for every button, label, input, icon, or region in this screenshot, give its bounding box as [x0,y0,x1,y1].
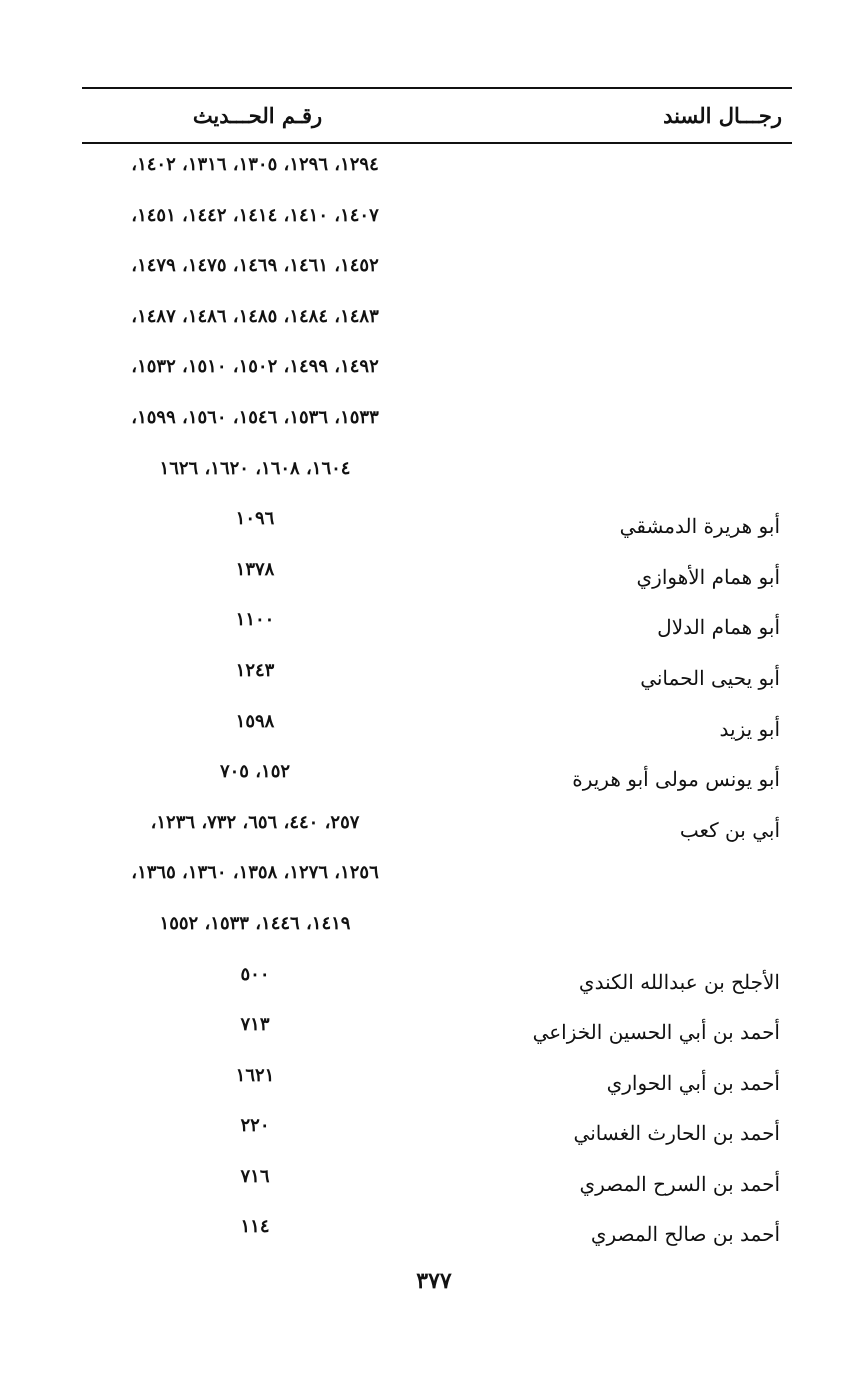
index-entry-line [0,297,868,348]
index-entry-line [0,499,868,550]
narrator-index-list [0,145,868,1258]
hadith-numbers: ١٦٢١ [235,1064,275,1086]
hadith-numbers: ٧١٦ [240,1165,270,1187]
hadith-numbers: ١٥٩٨ [235,710,275,732]
hadith-numbers: ١٢٥٦، ١٢٧٦، ١٣٥٨، ١٣٦٠، ١٣٦٥، [131,862,379,884]
narrator-name: أحمد بن أبي الحواري [606,1070,780,1095]
hadith-numbers: ١١٤ [240,1216,270,1238]
index-entry-line [0,600,868,651]
hadith-numbers: ١٣٧٨ [235,558,275,580]
index-entry [0,1157,868,1208]
index-entry-line [0,246,868,297]
index-entry [0,752,868,803]
index-entry [0,1207,868,1258]
index-entry-line [0,1106,868,1157]
index-entry-line [0,702,868,753]
narrator-name: أحمد بن صالح المصري [590,1222,780,1247]
narrator-name: أبو يحيى الحماني [640,665,780,690]
hadith-numbers: ١٢٤٣ [235,659,275,681]
index-entry [0,600,868,651]
index-entry-line [0,904,868,955]
index-entry-line [0,196,868,247]
hadith-numbers: ١٢٩٤، ١٢٩٦، ١٣٠٥، ١٣١٦، ١٤٠٢، [131,154,379,175]
index-entry-line [0,145,868,196]
index-entry-line [0,955,868,1006]
hadith-numbers: ٢٥٧، ٤٤٠، ٦٥٦، ٧٣٢، ١٢٣٦، [150,811,360,833]
hadith-numbers: ١٤٨٣، ١٤٨٤، ١٤٨٥، ١٤٨٦، ١٤٨٧، [131,305,379,327]
header-rule [82,142,792,144]
index-entry [0,1005,868,1056]
index-entry-line [0,1005,868,1056]
index-entry-line [0,1157,868,1208]
index-entry [0,651,868,702]
index-entry-line [0,398,868,449]
index-entry-line [0,449,868,500]
hadith-numbers: ٥٠٠ [240,963,270,985]
narrator-name: أحمد بن أبي الحسين الخزاعي [532,1020,780,1045]
hadith-numbers: ١٥٣٣، ١٥٣٦، ١٥٤٦، ١٥٦٠، ١٥٩٩، [131,406,379,428]
index-entry-line [0,651,868,702]
hadith-numbers: ١٤٠٧، ١٤١٠، ١٤١٤، ١٤٤٢، ١٤٥١، [131,204,379,226]
hadith-numbers: ١٠٩٦ [235,508,275,530]
narrator-name: أحمد بن الحارث الغساني [573,1121,780,1146]
hadith-number-column-header: رقـم الحـــديث [192,103,323,128]
index-entry-line [0,803,868,854]
index-entry-line [0,550,868,601]
hadith-numbers: ٢٢٠ [240,1115,270,1137]
hadith-numbers: ٧١٣ [240,1014,270,1036]
index-entry [0,550,868,601]
index-entry [0,955,868,1006]
narrator-name: الأجلح بن عبدالله الكندي [578,969,780,994]
narrator-name: أحمد بن السرح المصري [579,1171,780,1196]
page-number: ٣٧٧ [416,1268,452,1294]
index-entry [0,702,868,753]
hadith-numbers: ١٥٢، ٧٠٥ [219,761,291,783]
index-entry-line [0,853,868,904]
index-entry-line [0,1207,868,1258]
narrator-name: أبو هريرة الدمشقي [619,514,780,539]
index-entry-line [0,347,868,398]
narrator-name: أبو يزيد [719,716,780,741]
narrators-column-header: رجـــال السند [663,103,782,128]
narrator-name: أبي بن كعب [679,817,780,842]
index-entry-line [0,1056,868,1107]
index-entry [0,145,868,499]
hadith-numbers: ١٦٠٤، ١٦٠٨، ١٦٢٠، ١٦٢٦ [159,457,351,479]
index-entry [0,1056,868,1107]
hadith-numbers: ١٤١٩، ١٤٤٦، ١٥٣٣، ١٥٥٢ [159,912,351,934]
index-entry [0,1106,868,1157]
hadith-numbers: ١١٠٠ [235,609,275,631]
narrator-name: أبو يونس مولى أبو هريرة [572,767,780,792]
top-rule [82,87,792,89]
index-entry [0,803,868,955]
hadith-numbers: ١٤٥٢، ١٤٦١، ١٤٦٩، ١٤٧٥، ١٤٧٩، [131,255,379,277]
narrator-name: أبو همام الدلال [657,615,780,640]
index-entry [0,499,868,550]
hadith-numbers: ١٤٩٢، ١٤٩٩، ١٥٠٢، ١٥١٠، ١٥٣٢، [131,356,379,378]
narrator-name: أبو همام الأهوازي [636,564,780,589]
index-entry-line [0,752,868,803]
